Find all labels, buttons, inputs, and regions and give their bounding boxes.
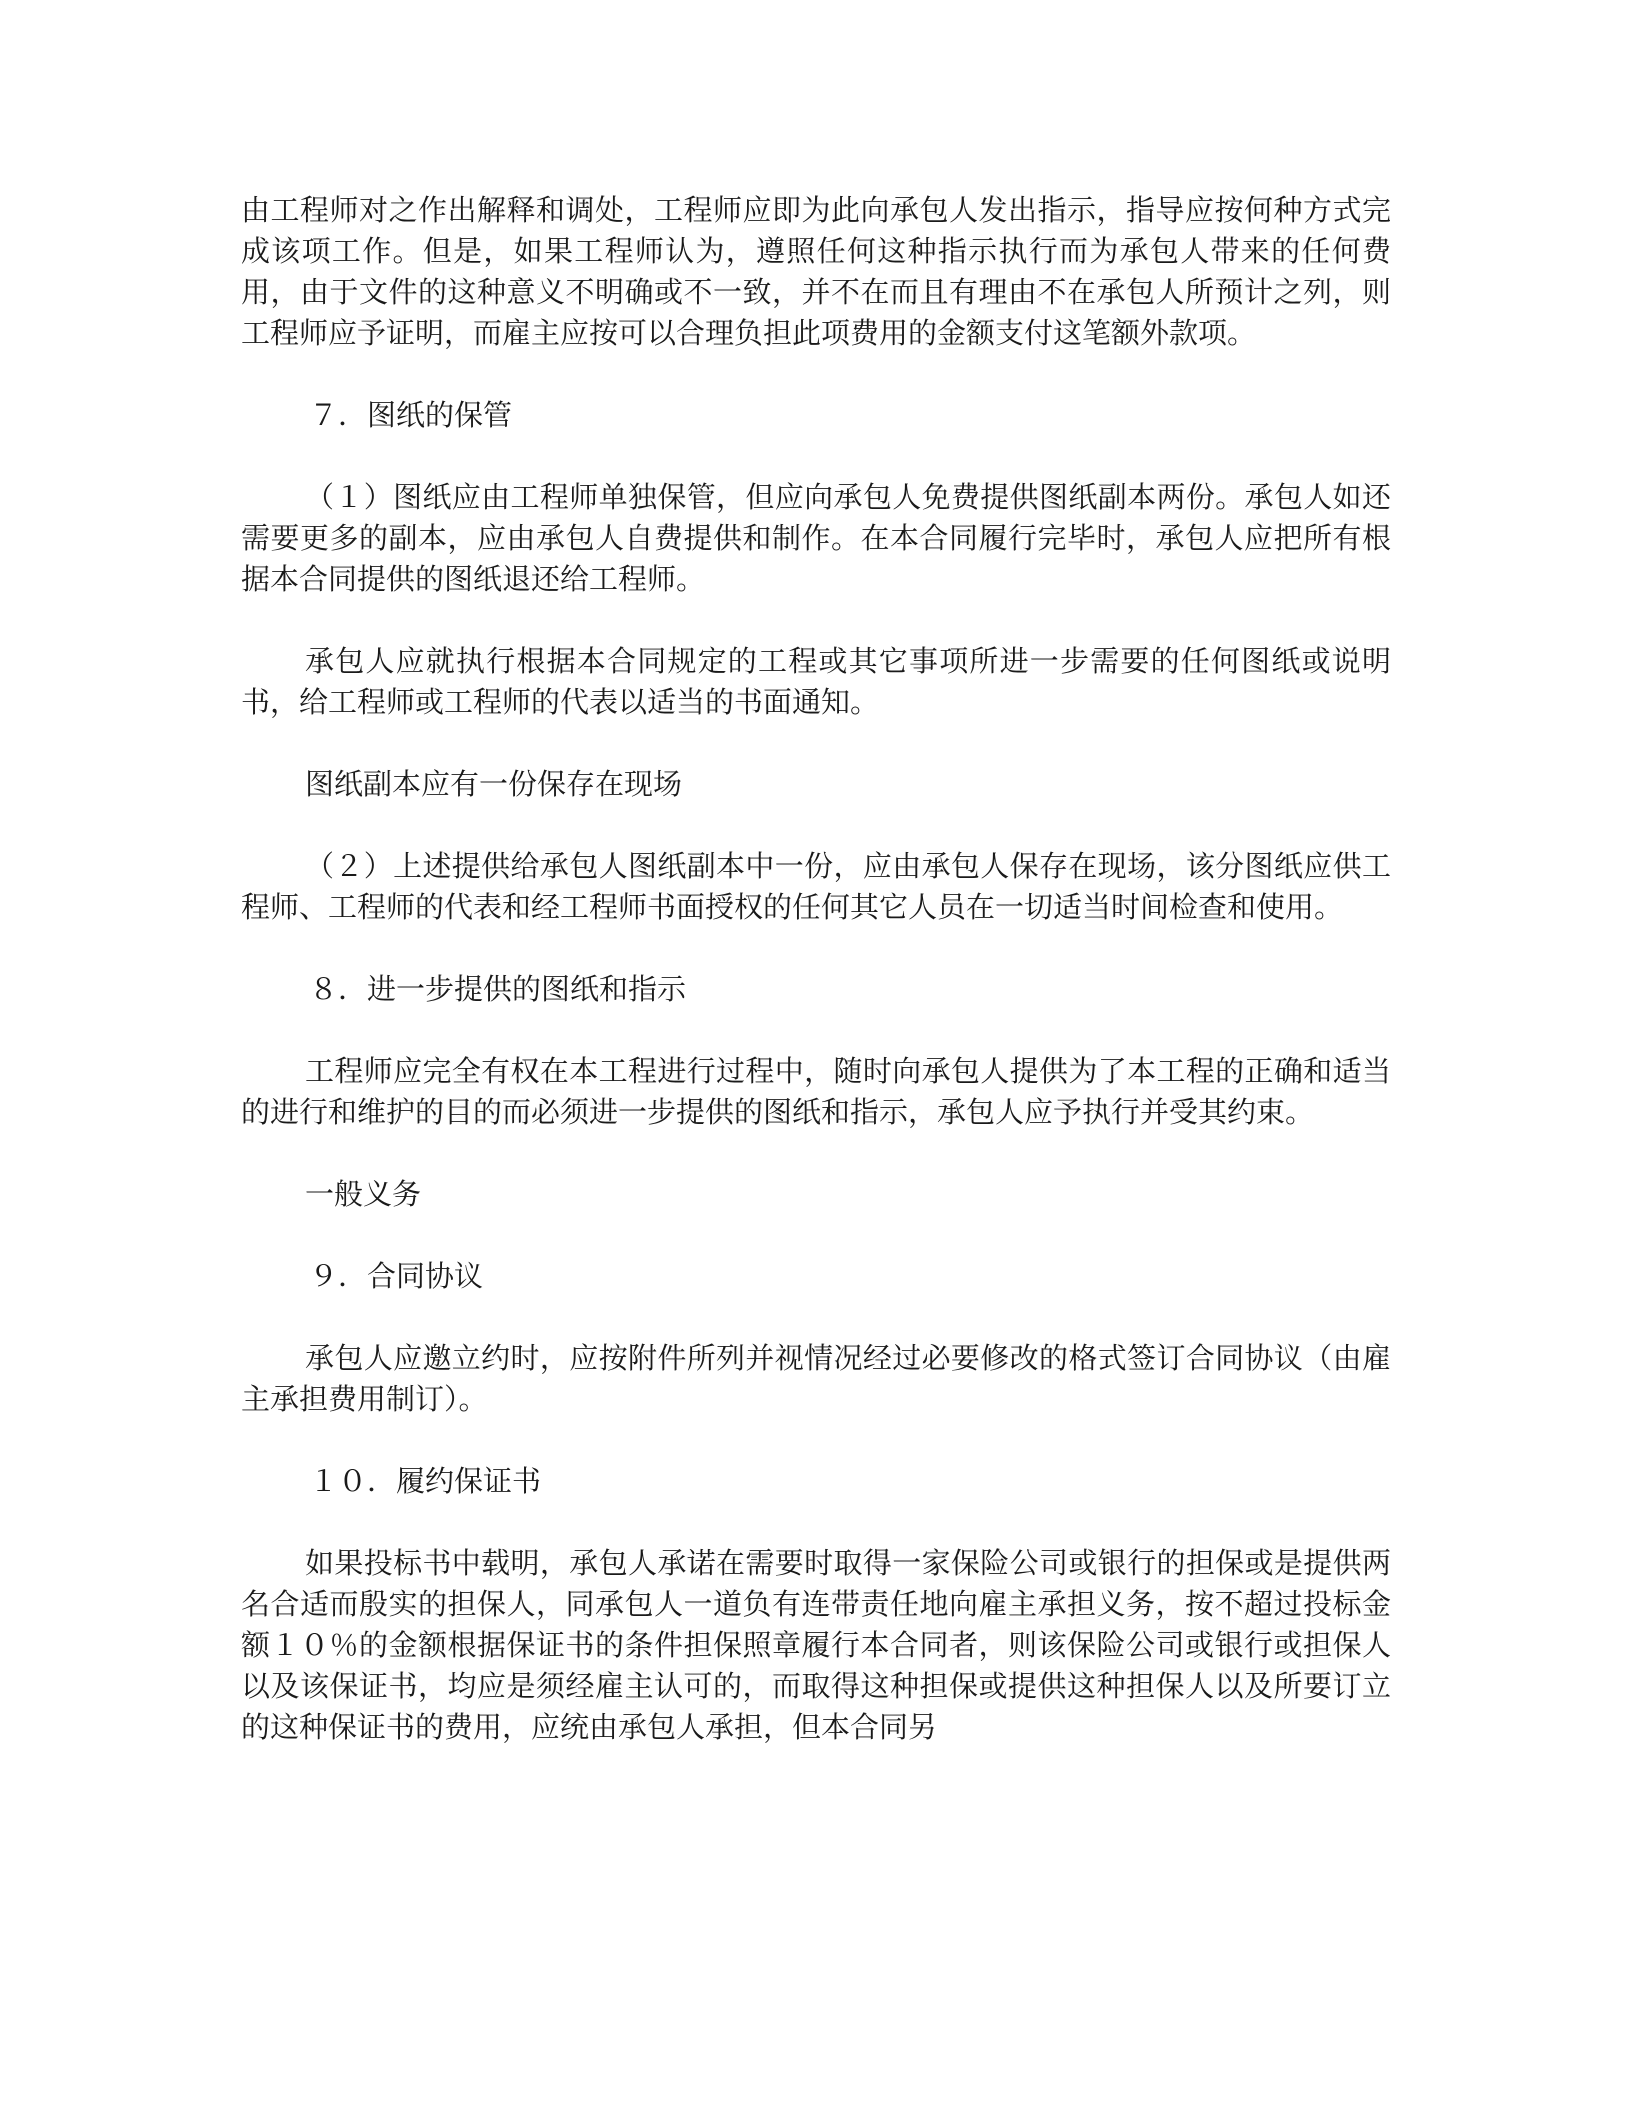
subheading-general-obligations: 一般义务 bbox=[305, 1177, 422, 1211]
paragraph-8: 工程师应完全有权在本工程进行过程中，随时向承包人提供为了本工程的正确和适当的进行和维护的目的而必须进一步提供的图纸和指示，承包人应予执行并受其约束。 bbox=[241, 1054, 1391, 1129]
paragraph-7-2: （２）上述提供给承包人图纸副本中一份，应由承包人保存在现场，该分图纸应供工程师、工程师的代表和经工程师书面授权的任何其它人员在一切适当时间检查和使用。 bbox=[241, 849, 1391, 924]
subheading-site-copy: 图纸副本应有一份保存在现场 bbox=[305, 767, 683, 801]
paragraph-continuation: 由工程师对之作出解释和调处，工程师应即为此向承包人发出指示，指导应按何种方式完成该项工作。但是，如果工程师认为，遵照任何这种指示执行而为承包人带来的任何费用，由于文件的这种意义不明确或不一致，并不在而且有理由不在承包人所预计之列，则工程师应予证明，而雇主应按可以合理负担此项费用的金额支付这笔额外款项。 bbox=[241, 193, 1391, 350]
paragraph-notice: 承包人应就执行根据本合同规定的工程或其它事项所进一步需要的任何图纸或说明书，给工程师或工程师的代表以适当的书面通知。 bbox=[241, 644, 1391, 719]
paragraph-7-1: （１）图纸应由工程师单独保管，但应向承包人免费提供图纸副本两份。承包人如还需要更多的副本，应由承包人自费提供和制作。在本合同履行完毕时，承包人应把所有根据本合同提供的图纸退还给工程师。 bbox=[241, 480, 1391, 596]
paragraph-9: 承包人应邀立约时，应按附件所列并视情况经过必要修改的格式签订合同协议（由雇主承担费用制订）。 bbox=[241, 1341, 1391, 1416]
paragraph-10: 如果投标书中载明，承包人承诺在需要时取得一家保险公司或银行的担保或是提供两名合适而殷实的担保人，同承包人一道负有连带责任地向雇主承担义务，按不超过投标金额１０％的金额根据保证书的条件担保照章履行本合同者，则该保险公司或银行或担保人以及该保证书，均应是须经雇主认可的，而取得这种担保或提供这种担保人以及所要订立的这种保证书的费用，应统由承包人承担，但本合同另 bbox=[241, 1546, 1391, 1744]
heading-7-drawings-custody: ７．图纸的保管 bbox=[309, 398, 513, 432]
heading-9-contract-agreement: ９．合同协议 bbox=[309, 1259, 484, 1293]
document-body bbox=[241, 190, 1391, 1789]
heading-10-performance-bond: １０．履约保证书 bbox=[309, 1464, 542, 1498]
heading-8-further-drawings: ８．进一步提供的图纸和指示 bbox=[309, 972, 687, 1006]
